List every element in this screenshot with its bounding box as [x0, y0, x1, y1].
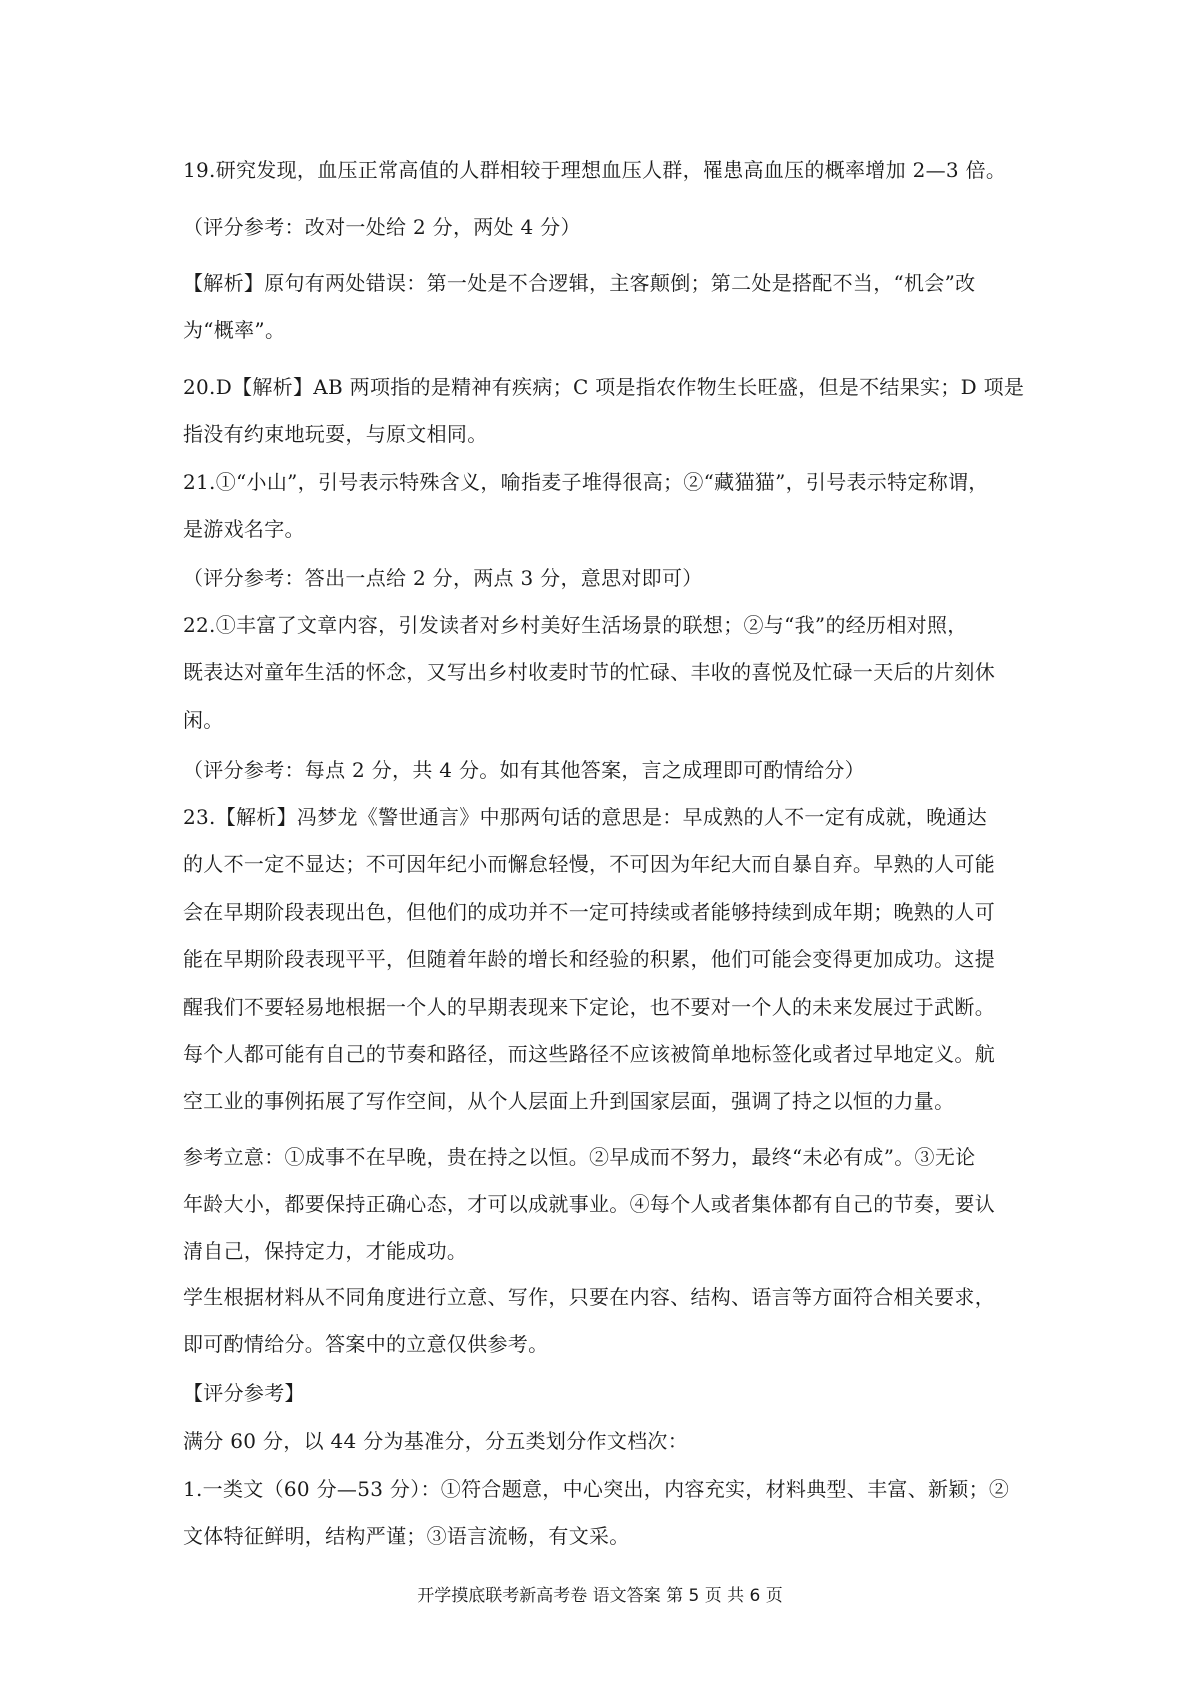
- answer-20-line-2: 指没有约束地玩耍，与原文相同。: [183, 422, 488, 446]
- student-guidance-line-2: 即可酌情给分。答案中的立意仅供参考。: [183, 1332, 549, 1356]
- answer-19-text: 19.研究发现，血压正常高值的人群相较于理想血压人群，罹患高血压的概率增加 2—3 倍。: [183, 158, 1007, 182]
- grade-one-line-1: 1.一类文（60 分—53 分）：①符合题意，中心突出，内容充实，材料典型、丰富、新颖；②: [183, 1477, 1010, 1501]
- answer-22-scoring-note: （评分参考：每点 2 分，共 4 分。如有其他答案，言之成理即可酌情给分）: [183, 758, 865, 782]
- answer-23-line-6: 每个人都可能有自己的节奏和路径，而这些路径不应该被简单地标签化或者过早地定义。航: [183, 1042, 995, 1066]
- answer-21-line-1: 21.①“小山”，引号表示特殊含义，喻指麦子堆得很高；②“藏猫猫”，引号表示特定称谓，: [183, 470, 989, 494]
- scoring-reference-heading: 【评分参考】: [183, 1381, 305, 1405]
- answer-22-line-3: 闲。: [183, 708, 224, 732]
- answer-23-line-3: 会在早期阶段表现出色，但他们的成功并不一定可持续或者能够持续到成年期；晚熟的人可: [183, 900, 995, 924]
- answer-23-line-1: 23.【解析】冯梦龙《警世通言》中那两句话的意思是：早成熟的人不一定有成就，晚通达: [183, 805, 988, 829]
- page-footer: 开学摸底联考新高考卷 语文答案 第 5 页 共 6 页: [417, 1586, 783, 1606]
- answer-19-analysis-line-2: 为“概率”。: [183, 318, 286, 342]
- answer-21-scoring-note: （评分参考：答出一点给 2 分，两点 3 分，意思对即可）: [183, 566, 703, 590]
- answer-21-line-2: 是游戏名字。: [183, 517, 305, 541]
- reference-theme-line-3: 清自己，保持定力，才能成功。: [183, 1239, 468, 1263]
- answer-23-line-7: 空工业的事例拓展了写作空间，从个人层面上升到国家层面，强调了持之以恒的力量。: [183, 1089, 955, 1113]
- reference-theme-line-2: 年龄大小，都要保持正确心态，才可以成就事业。④每个人或者集体都有自己的节奏，要认: [183, 1192, 995, 1216]
- answer-23-line-4: 能在早期阶段表现平平，但随着年龄的增长和经验的积累，他们可能会变得更加成功。这提: [183, 947, 995, 971]
- answer-23-line-5: 醒我们不要轻易地根据一个人的早期表现来下定论，也不要对一个人的未来发展过于武断。: [183, 995, 995, 1019]
- answer-23-line-2: 的人不一定不显达；不可因年纪小而懈怠轻慢，不可因为年纪大而自暴自弃。早熟的人可能: [183, 852, 995, 876]
- answer-19-analysis-line-1: 【解析】原句有两处错误：第一处是不合逻辑，主客颠倒；第二处是搭配不当，“机会”改: [183, 271, 976, 295]
- answer-20-line-1: 20.D【解析】AB 两项指的是精神有疾病；C 项是指农作物生长旺盛，但是不结果实；D 项是: [183, 375, 1025, 399]
- student-guidance-line-1: 学生根据材料从不同角度进行立意、写作，只要在内容、结构、语言等方面符合相关要求，: [183, 1285, 995, 1309]
- answer-22-line-1: 22.①丰富了文章内容，引发读者对乡村美好生活场景的联想；②与“我”的经历相对照，: [183, 613, 968, 637]
- answer-19-scoring-note: （评分参考：改对一处给 2 分，两处 4 分）: [183, 215, 581, 239]
- full-score-note: 满分 60 分，以 44 分为基准分，分五类划分作文档次：: [183, 1429, 689, 1453]
- reference-theme-line-1: 参考立意：①成事不在早晚，贵在持之以恒。②早成而不努力，最终“未必有成”。③无论: [183, 1145, 976, 1169]
- grade-one-line-2: 文体特征鲜明，结构严谨；③语言流畅，有文采。: [183, 1524, 630, 1548]
- answer-22-line-2: 既表达对童年生活的怀念，又写出乡村收麦时节的忙碌、丰收的喜悦及忙碌一天后的片刻休: [183, 660, 995, 684]
